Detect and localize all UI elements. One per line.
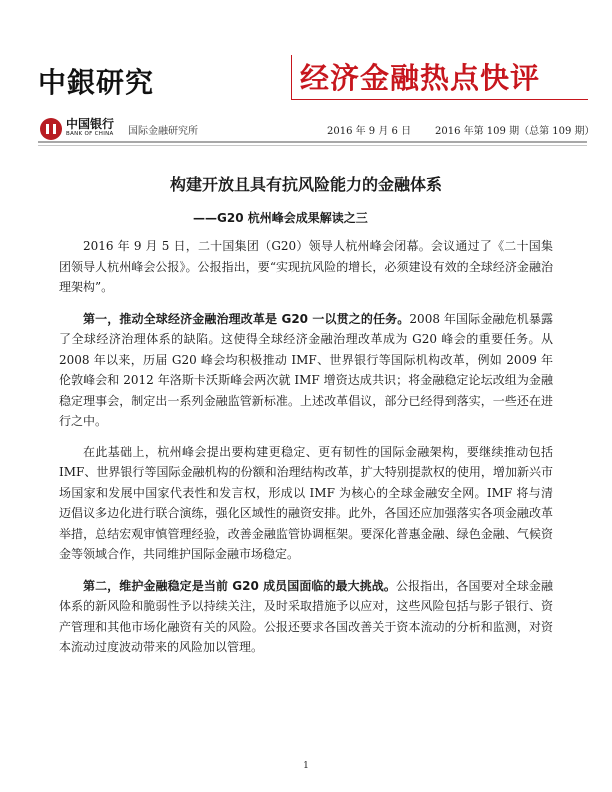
paragraph-text: 在此基础上，杭州峰会提出要构建更稳定、更有韧性的国际金融架构，要继续推动包括 IMF、世界银行等国际金融机构的份额和治理结构改革，扩大特别提款权的使用，增加新兴市场国家和发展中国家代表性和发言权，形成以 IMF 为核心的全球金融安全网。IMF 将与清迈倡议多边化进行联合演练，强化区域性的融资安排。此外，各国还应加强落实各项金融改革举措，总结宏观审慎管理经验，改善金融监管协调框架。要深化普惠金融、绿色金融、气候资金等领域合作，共同维护国际金融市场稳定。 — [59, 444, 553, 561]
paragraph-4 — [59, 576, 553, 658]
boc-logo-en: BANK OF CHINA — [66, 131, 114, 137]
paragraph-1 — [59, 236, 553, 298]
page-number: 1 — [303, 761, 309, 771]
article-body — [59, 236, 553, 669]
article-subtitle: ——G20 杭州峰会成果解读之三 — [193, 211, 368, 225]
article-title: 构建开放且具有抗风险能力的金融体系 — [169, 175, 442, 194]
masthead-title: 经济金融热点快评 — [300, 61, 541, 95]
research-calligraphy-logo: 中銀研究 — [38, 66, 155, 99]
boc-emblem-icon — [40, 118, 62, 140]
bank-of-china-logo — [40, 117, 140, 143]
issue-number: 2016 年第 109 期（总第 109 期） — [435, 126, 595, 137]
header-divider-thin — [38, 145, 587, 146]
boc-logo-cn: 中国银行 — [66, 117, 115, 131]
paragraph-lead: 第一，推动全球经济金融治理改革是 G20 一以贯之的任务。 — [83, 311, 410, 326]
paragraph-3 — [59, 442, 553, 565]
publish-date: 2016 年 9 月 6 日 — [327, 126, 412, 137]
paragraph-lead: 第二，维护金融稳定是当前 G20 成员国面临的最大挑战。 — [83, 578, 396, 593]
paragraph-2 — [59, 309, 553, 432]
header-divider — [38, 141, 587, 143]
paragraph-text: 公报指出，各国要对全球金融体系的新风险和脆弱性予以持续关注，及时采取措施予以应对，这些风险包括与影子银行、资产管理和其他市场化融资有关的风险。公报还要求各国改善关于资本流动的分析和监测，对资本流动过度波动带来的风险加以管理。 — [59, 578, 553, 654]
institute-name: 国际金融研究所 — [128, 126, 198, 137]
paragraph-text: 2008 年国际金融危机暴露了全球经济治理体系的缺陷。这使得全球经济金融治理改革成为 G20 峰会的重要任务。从 2008 年以来，历届 G20 峰会均积极推动 IMF、世界银行等国际机构改革，例如 2009 年伦敦峰会和 2012 年洛斯卡沃斯峰会两次就 IMF 增资达成共识；将金融稳定论坛改组为金融稳定理事会，制定出一系列金融监管新标准。上述改革倡议，部分已经得到落实，一些还在进行之中。 — [59, 311, 553, 428]
paragraph-text: 2016 年 9 月 5 日，二十国集团（G20）领导人杭州峰会闭幕。会议通过了《二十国集团领导人杭州峰会公报》。公报指出，要“实现抗风险的增长，必须建设有效的全球经济金融治理架构”。 — [59, 239, 553, 294]
